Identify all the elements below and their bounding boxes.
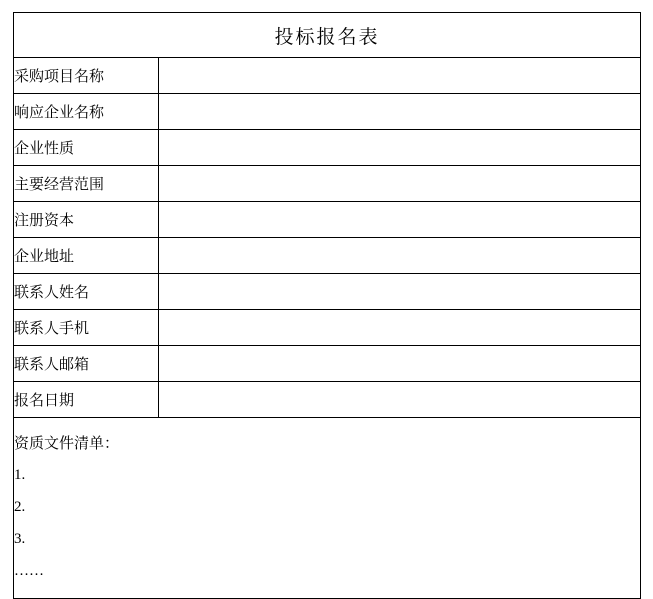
table-row xyxy=(14,166,641,202)
table-row xyxy=(14,274,641,310)
table-row xyxy=(14,202,641,238)
table-row xyxy=(14,238,641,274)
table-row xyxy=(14,346,641,382)
field-label-registration-date: 报名日期 xyxy=(14,382,159,418)
table-row-qualification xyxy=(14,418,641,599)
list-item[interactable]: 1. xyxy=(14,467,26,483)
table-row xyxy=(14,130,641,166)
table-row xyxy=(14,382,641,418)
table-row xyxy=(14,94,641,130)
bid-registration-form xyxy=(13,12,641,599)
field-label-contact-name: 联系人姓名 xyxy=(14,274,159,310)
field-value-company-address[interactable] xyxy=(159,238,641,274)
qualification-heading: 资质文件清单： xyxy=(14,436,120,452)
field-value-registered-capital[interactable] xyxy=(159,202,641,238)
field-label-contact-phone: 联系人手机 xyxy=(14,310,159,346)
field-value-company-nature[interactable] xyxy=(159,130,641,166)
field-label-company-address: 企业地址 xyxy=(14,238,159,274)
list-item[interactable]: 2. xyxy=(14,499,26,515)
field-value-registration-date[interactable] xyxy=(159,382,641,418)
field-value-company-name[interactable] xyxy=(159,94,641,130)
page-title: 投标报名表 xyxy=(14,13,641,58)
field-value-project-name[interactable] xyxy=(159,58,641,94)
list-item[interactable]: …… xyxy=(14,563,44,579)
list-item[interactable]: 3. xyxy=(14,531,26,547)
table-row-title xyxy=(14,13,641,58)
field-value-contact-name[interactable] xyxy=(159,274,641,310)
qualification-section[interactable] xyxy=(14,418,641,599)
field-value-contact-phone[interactable] xyxy=(159,310,641,346)
table-row xyxy=(14,310,641,346)
field-value-business-scope[interactable] xyxy=(159,166,641,202)
field-label-business-scope: 主要经营范围 xyxy=(14,166,159,202)
field-value-contact-email[interactable] xyxy=(159,346,641,382)
field-label-contact-email: 联系人邮箱 xyxy=(14,346,159,382)
field-label-registered-capital: 注册资本 xyxy=(14,202,159,238)
field-label-company-nature: 企业性质 xyxy=(14,130,159,166)
field-label-project-name: 采购项目名称 xyxy=(14,58,159,94)
table-row xyxy=(14,58,641,94)
field-label-company-name: 响应企业名称 xyxy=(14,94,159,130)
